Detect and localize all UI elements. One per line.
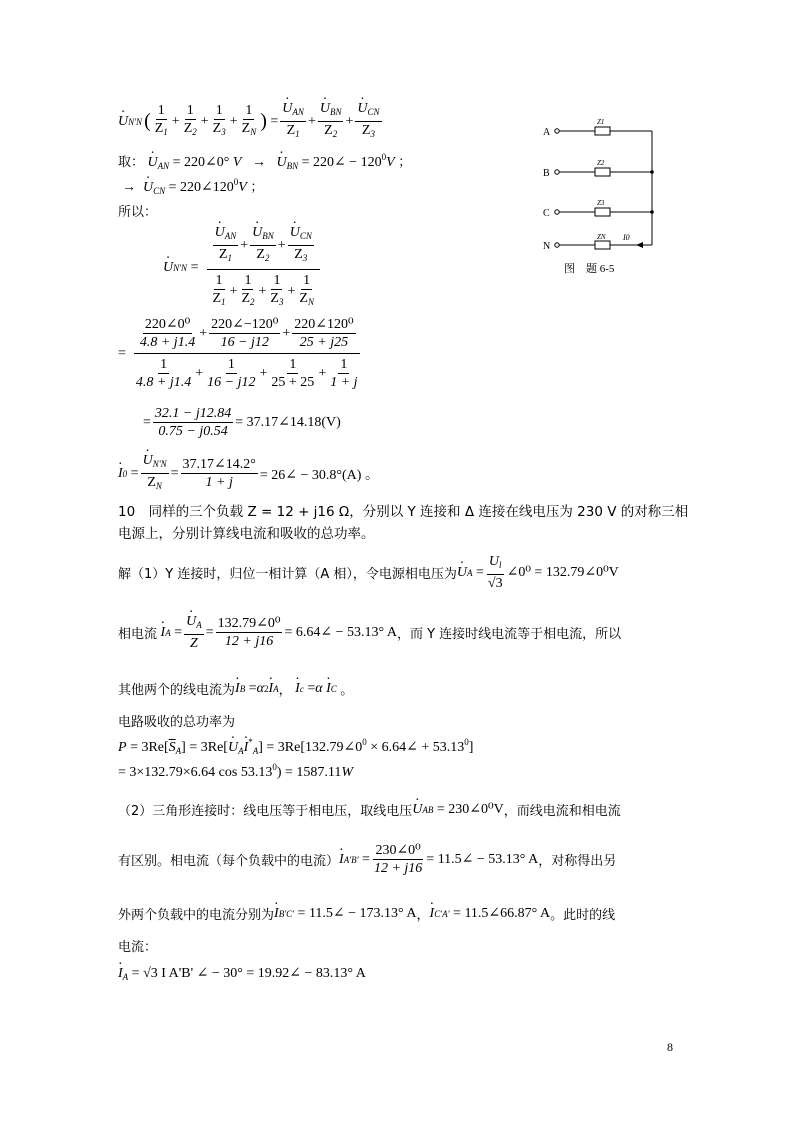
formula-numeric: = $\frac{\text{220∠0⁰}}{4.8 + j1.4}$ + $\frac{\text{220∠−120⁰}}{16 - j12}$ + $\frac{\text{220∠120⁰}}{25 + j25}$ $\frac{1}{4.8 + j1.4}$ + $\frac{1}{16 - j12}$ + $\frac{1}{25 + 25}$ + $\frac{1}{1 + j}$ [118,314,366,393]
solution-1-phase-current: 相电流 I · A = $\frac{U \cdot_A}{Z}$ = $\frac{\text{132.79∠0⁰}}{12 + j16}$ = 6.64∠ − 53.13° A ，而 Y 连接时线电流等于相电流，所以 [118,613,621,652]
line-current-result: $I \cdot_A = √3$ I A'B' ∠ − 30° = 19.92∠ − 83.13° A [118,965,366,982]
label-b: B [543,168,550,179]
terminal-a [555,129,559,133]
label-n: N [543,241,551,252]
terminal-n [555,243,559,247]
impedance-z2 [595,168,610,176]
solution-2-line4: 电流： [118,940,158,955]
formula-general: U · N'N = $\frac{U \cdot_{AN}}{Z_1}$ + $\frac{U \cdot_{BN}}{Z_2}$ + $\frac{U \cdot_{CN}}{Z_3}$ $\frac{1}{Z_1}$ + $\frac{1}{Z_2}$ + $\frac{1}{Z_3}$ + $\frac{1}{Z_N}$ [163,222,324,313]
problem-10-line2: 电源上，分别计算线电流和吸收的总功率。 [118,526,375,542]
power-line1: $P = 3Re[\overline{S}_A] = 3Re[U \cdot_AI \cdot^*_A]$ = $3Re[132.79\angle 0^0$ × 6.64∠ + $53.13^0$] [118,737,473,756]
label-a: A [543,127,551,138]
terminal-b [555,170,559,174]
label-z1: Z1 [597,118,605,126]
take-line: 取： $U \cdot_{AN}$ = 220∠0° V → $U \cdot_{BN}$ = 220∠ − $120^0V$ ； [118,151,411,171]
label-z3: Z3 [597,199,605,207]
figure-caption: 图 题 6-5 [564,263,615,275]
equation-node-voltage: U · N'N ( $\frac{1}{Z_1}$ + $\frac{1}{Z_2}$ + $\frac{1}{Z_3}$ + $\frac{1}{Z_N}$ ) = $\frac{U \cdot_{AN}}{Z_1}$ + $\frac{U \cdot_{BN}}{Z_2}$ + $\frac{U \cdot_{CN}}{Z_3}$ [118,100,384,143]
page-number: 8 [667,1040,673,1054]
ratio-line: = $\frac{32.1 - j12.84}{0.75 - j0.54}$ = 37.17∠14.18(V) [143,406,341,439]
impedance-z1 [595,127,610,135]
label-i0: I0 [623,233,630,242]
impedance-z3 [595,208,610,216]
label-z2: Z2 [597,159,605,167]
i0-line: I · 0 = $\frac{U \cdot_{N'N}}{Z_N}$ = $\frac{37.17\angle 14.2^\circ}{1 + j}$ = 26∠ − 30.8°(A) 。 [118,452,379,495]
solution-2-line2: 有区别。相电流（每个负载中的电流） I · A'B' = $\frac{\text{230∠0⁰}}{12 + j16}$ = 11.5∠ − 53.13° A ，对称得出另 [118,842,616,877]
impedance-zn [595,241,610,249]
label-c: C [543,208,550,219]
solution-1-intro: 解（1）Y 连接时，归位一相计算（A 相），令电源相电压为 U · A = $\frac{U_l}{√3}$ ∠0⁰ = 132.79∠0⁰V [118,553,619,592]
solution-2-line1: （2）三角形连接时：线电压等于相电压，取线电压 U · AB = 230∠0⁰V ，而线电流和相电流 [118,800,621,819]
problem-10-line1: 10 同样的三个负载 Z = 12 + j16 Ω，分别以 Y 连接和 Δ 连接在线电压为 230 V 的对称三相 [118,504,689,520]
solution-1-others: 其他两个的线电流为 I · B = α 2 I · A ， I · c = α I · C 。 [118,679,353,698]
so-label: 所以： [118,205,158,220]
ucn-line: → $U \cdot_{CN}$ = $220\angle 120^0V$ ； [122,176,263,196]
current-arrow [636,242,643,248]
circuit-figure [540,112,670,287]
label-zn: ZN [597,233,606,241]
power-label: 电路吸收的总功率为 [118,715,236,730]
terminal-c [555,210,559,214]
solution-2-line3: 外两个负载中的电流分别为 I · B'C' = 11.5∠ − 173.13° A ， I · C'A' = 11.5∠66.87° A 。此时的线 [118,904,615,923]
power-line2: = 3×132.79×6.64 $\cos 53.13^0) = 1587.11W$ [118,762,354,780]
